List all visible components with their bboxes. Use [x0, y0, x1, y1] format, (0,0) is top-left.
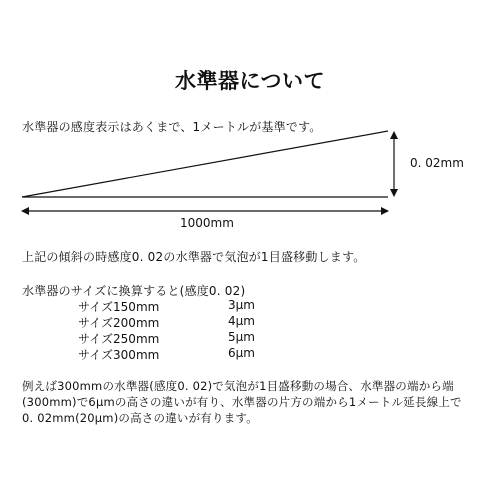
size-name: サイズ150mm [78, 300, 160, 314]
size-value: 6μm [228, 346, 255, 360]
size-name: サイズ200mm [78, 316, 160, 330]
size-name: サイズ250mm [78, 332, 160, 346]
example-line: (300mm)で6μmの高さの違いが有り、水準器の片方の端から1メートル延長線上で [22, 395, 462, 409]
inclination-note: 上記の傾斜の時感度0. 02の水準器で気泡が1目盛移動します。 [22, 250, 366, 264]
example-line: 0. 02mm(20μm)の高さの違いが有ります。 [22, 411, 258, 425]
height-label: 0. 02mm [410, 156, 464, 170]
example-line: 例えば300mmの水準器(感度0. 02)で気泡が1目盛移動の場合、水準器の端から端 [22, 379, 454, 393]
page-title: 水準器について [174, 69, 326, 93]
length-label: 1000mm [180, 216, 234, 230]
size-value: 5μm [228, 330, 255, 344]
size-name: サイズ300mm [78, 348, 160, 362]
conversion-heading: 水準器のサイズに換算すると(感度0. 02) [22, 284, 246, 298]
slope-hypotenuse [22, 131, 388, 197]
intro-text: 水準器の感度表示はあくまで、1メートルが基準です。 [22, 120, 322, 134]
size-value: 3μm [228, 298, 255, 312]
size-value: 4μm [228, 314, 255, 328]
